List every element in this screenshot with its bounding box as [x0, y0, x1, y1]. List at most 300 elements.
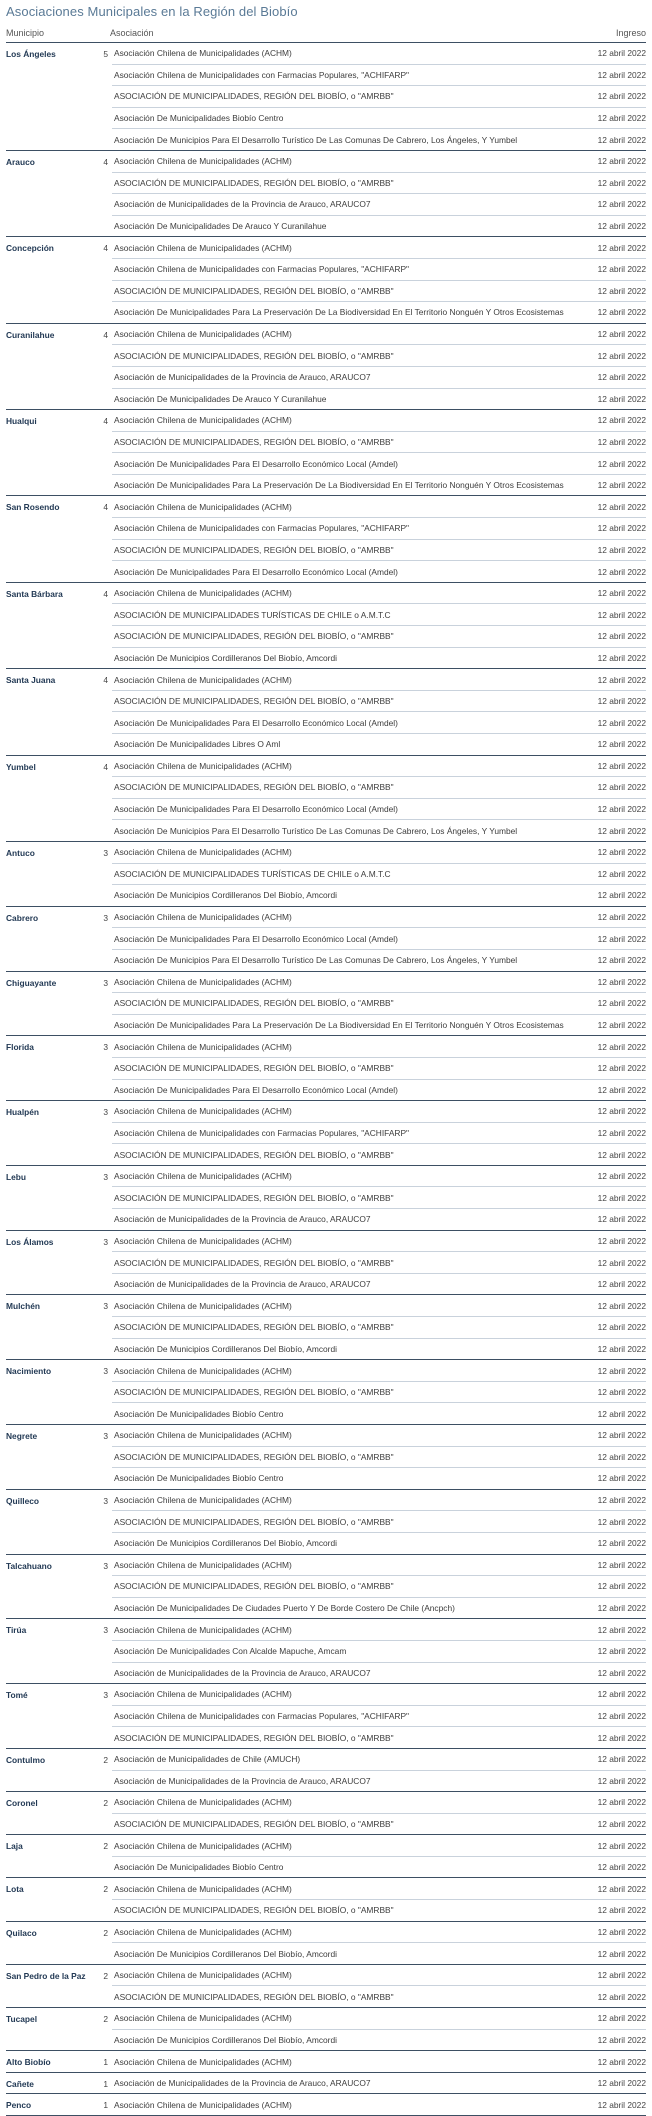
association-rows — [112, 842, 646, 906]
association-name: Asociación de Municipalidades de la Provincia de Arauco, ARAUCO7 — [114, 199, 371, 210]
ingreso-date: 12 abril 2022 — [597, 458, 646, 469]
municipio-group — [6, 496, 646, 582]
association-name: Asociación De Municipalidades Biobío Centro — [114, 113, 284, 124]
association-rows — [112, 1684, 646, 1748]
municipio-group — [6, 842, 646, 907]
table-row — [112, 820, 646, 841]
table-row — [112, 216, 646, 237]
table-row — [112, 864, 646, 886]
table-row — [112, 432, 646, 454]
table-header — [6, 24, 646, 43]
municipio-group — [6, 1425, 646, 1490]
ingreso-date: 12 abril 2022 — [597, 1732, 646, 1743]
association-name: Asociación De Municipios Cordilleranos Del Biobío, Amcordi — [114, 1538, 337, 1549]
table-row — [112, 1965, 646, 1987]
association-name: Asociación Chilena de Municipalidades (ACHM) — [114, 48, 292, 59]
table-row — [112, 1403, 646, 1424]
ingreso-date: 12 abril 2022 — [597, 48, 646, 59]
table-row — [112, 1727, 646, 1748]
ingreso-date: 12 abril 2022 — [597, 674, 646, 685]
association-rows — [112, 410, 646, 495]
association-name: ASOCIACIÓN DE MUNICIPALIDADES, REGIÓN DEL BIOBÍO, o "AMRBB" — [114, 1991, 394, 2002]
association-rows — [112, 1101, 646, 1165]
association-rows — [112, 1036, 646, 1100]
association-name: ASOCIACIÓN DE MUNICIPALIDADES, REGIÓN DEL BIOBÍO, o "AMRBB" — [114, 91, 394, 102]
association-name: ASOCIACIÓN DE MUNICIPALIDADES, REGIÓN DEL BIOBÍO, o "AMRBB" — [114, 1451, 394, 1462]
association-count: 3 — [103, 1301, 108, 1312]
table-row — [112, 885, 646, 906]
association-name: Asociación De Municipalidades Con Alcalde Mapuche, Amcam — [114, 1646, 347, 1657]
ingreso-date: 12 abril 2022 — [597, 2099, 646, 2110]
table-row — [112, 561, 646, 582]
municipio-group — [6, 583, 646, 669]
association-rows — [112, 1878, 646, 1920]
association-rows — [112, 2051, 646, 2072]
ingreso-date: 12 abril 2022 — [597, 1084, 646, 1095]
table-row — [112, 669, 646, 691]
table-row — [112, 1036, 646, 1058]
association-name: Asociación Chilena de Municipalidades (ACHM) — [114, 156, 292, 167]
table-row — [112, 1943, 646, 1964]
table-row — [112, 799, 646, 821]
association-name: Asociación de Municipalidades de la Provincia de Arauco, ARAUCO7 — [114, 1775, 371, 1786]
municipio-name: Santa Bárbara — [6, 588, 63, 599]
ingreso-date: 12 abril 2022 — [597, 1991, 646, 2002]
ingreso-date: 12 abril 2022 — [597, 436, 646, 447]
association-name: Asociación de Municipalidades de Chile (AMUCH) — [114, 1754, 301, 1765]
association-name: ASOCIACIÓN DE MUNICIPALIDADES, REGIÓN DEL BIOBÍO, o "AMRBB" — [114, 1581, 394, 1592]
table-row — [112, 842, 646, 864]
ingreso-date: 12 abril 2022 — [597, 1883, 646, 1894]
ingreso-date: 12 abril 2022 — [597, 1711, 646, 1722]
municipio-name: San Pedro de la Paz — [6, 1970, 86, 1981]
ingreso-date: 12 abril 2022 — [597, 1689, 646, 1700]
association-name: Asociación De Municipalidades Libres O Aml — [114, 739, 281, 750]
ingreso-date: 12 abril 2022 — [597, 393, 646, 404]
table-row — [112, 475, 646, 496]
association-name: Asociación De Municipalidades Para El Desarrollo Económico Local (Amdel) — [114, 717, 398, 728]
ingreso-date: 12 abril 2022 — [597, 566, 646, 577]
association-name: Asociación De Municipios Para El Desarrollo Turístico De Las Comunas De Cabrero, Los Ángeles, Y Yumbel — [114, 825, 518, 836]
association-name: ASOCIACIÓN DE MUNICIPALIDADES, REGIÓN DEL BIOBÍO, o "AMRBB" — [114, 1192, 394, 1203]
association-name: ASOCIACIÓN DE MUNICIPALIDADES, REGIÓN DEL BIOBÍO, o "AMRBB" — [114, 177, 394, 188]
municipio-group — [6, 1231, 646, 1296]
ingreso-date: 12 abril 2022 — [597, 955, 646, 966]
association-name: Asociación De Municipalidades Biobío Centro — [114, 1862, 284, 1873]
ingreso-date: 12 abril 2022 — [597, 1926, 646, 1937]
association-name: Asociación Chilena de Municipalidades con Farmacias Populares, "ACHIFARP" — [114, 1127, 410, 1138]
association-name: Asociación Chilena de Municipalidades (ACHM) — [114, 501, 292, 512]
ingreso-date: 12 abril 2022 — [597, 1797, 646, 1808]
municipio-name: Yumbel — [6, 761, 36, 772]
association-name: Asociación Chilena de Municipalidades (ACHM) — [114, 415, 292, 426]
association-rows — [112, 2008, 646, 2050]
table-row — [112, 453, 646, 475]
association-rows — [112, 1749, 646, 1791]
table-row — [112, 302, 646, 323]
table-row — [112, 496, 646, 518]
association-name: ASOCIACIÓN DE MUNICIPALIDADES, REGIÓN DEL BIOBÍO, o "AMRBB" — [114, 436, 394, 447]
table-row — [112, 1598, 646, 1619]
municipio-name: Tirúa — [6, 1625, 27, 1636]
association-count: 3 — [103, 1042, 108, 1053]
ingreso-date: 12 abril 2022 — [597, 976, 646, 987]
municipio-name: Talcahuano — [6, 1560, 52, 1571]
table-row — [112, 1857, 646, 1878]
ingreso-date: 12 abril 2022 — [597, 1214, 646, 1225]
association-name: Asociación Chilena de Municipalidades (ACHM) — [114, 760, 292, 771]
ingreso-date: 12 abril 2022 — [597, 134, 646, 145]
association-count: 3 — [103, 1625, 108, 1636]
ingreso-date: 12 abril 2022 — [597, 1020, 646, 1031]
table-row — [112, 2073, 646, 2094]
municipio-name: Negrete — [6, 1431, 38, 1441]
municipio-name: Florida — [6, 1042, 34, 1053]
ingreso-date: 12 abril 2022 — [597, 1581, 646, 1592]
ingreso-date: 12 abril 2022 — [597, 1451, 646, 1462]
table-row — [112, 2008, 646, 2030]
ingreso-date: 12 abril 2022 — [597, 264, 646, 275]
table-row — [112, 626, 646, 648]
association-name: ASOCIACIÓN DE MUNICIPALIDADES, REGIÓN DEL BIOBÍO, o "AMRBB" — [114, 696, 394, 707]
association-name: ASOCIACIÓN DE MUNICIPALIDADES, REGIÓN DEL BIOBÍO, o "AMRBB" — [114, 1516, 394, 1527]
ingreso-date: 12 abril 2022 — [597, 782, 646, 793]
table-row — [112, 2030, 646, 2051]
municipio-name: San Rosendo — [6, 502, 60, 513]
table-row — [112, 1231, 646, 1253]
association-name: Asociación Chilena de Municipalidades (ACHM) — [114, 242, 292, 253]
municipio-name: Quilleco — [6, 1495, 40, 1506]
table-row — [112, 1749, 646, 1771]
ingreso-date: 12 abril 2022 — [597, 1300, 646, 1311]
association-name: Asociación De Municipios Cordilleranos Del Biobío, Amcordi — [114, 1948, 337, 1959]
ingreso-date: 12 abril 2022 — [597, 285, 646, 296]
ingreso-date: 12 abril 2022 — [597, 1408, 646, 1419]
ingreso-date: 12 abril 2022 — [597, 1948, 646, 1959]
municipio-group — [6, 1684, 646, 1749]
ingreso-date: 12 abril 2022 — [597, 631, 646, 642]
association-rows — [112, 1490, 646, 1554]
ingreso-date: 12 abril 2022 — [597, 523, 646, 534]
association-name: Asociación De Municipalidades Para El Desarrollo Económico Local (Amdel) — [114, 458, 398, 469]
ingreso-date: 12 abril 2022 — [597, 804, 646, 815]
municipio-group — [6, 2051, 646, 2073]
association-count: 3 — [103, 1495, 108, 1506]
ingreso-date: 12 abril 2022 — [597, 480, 646, 491]
table-row — [112, 993, 646, 1015]
municipio-name: Hualpén — [6, 1107, 40, 1118]
ingreso-date: 12 abril 2022 — [597, 1775, 646, 1786]
association-name: Asociación Chilena de Municipalidades (ACHM) — [114, 1365, 292, 1376]
association-rows — [112, 1166, 646, 1230]
association-count: 1 — [103, 2057, 108, 2068]
municipio-group — [6, 1036, 646, 1101]
ingreso-date: 12 abril 2022 — [597, 1430, 646, 1441]
municipio-name: Lota — [6, 1884, 24, 1895]
ingreso-date: 12 abril 2022 — [597, 912, 646, 923]
municipio-name: Santa Juana — [6, 675, 56, 686]
association-rows — [112, 2094, 646, 2115]
ingreso-date: 12 abril 2022 — [597, 69, 646, 80]
municipio-name: Penco — [6, 2100, 32, 2111]
ingreso-date: 12 abril 2022 — [597, 696, 646, 707]
table-row — [112, 237, 646, 259]
ingreso-date: 12 abril 2022 — [597, 652, 646, 663]
table-row — [112, 1274, 646, 1295]
association-name: Asociación Chilena de Municipalidades (ACHM) — [114, 1970, 292, 1981]
association-name: ASOCIACIÓN DE MUNICIPALIDADES, REGIÓN DEL BIOBÍO, o "AMRBB" — [114, 1063, 394, 1074]
association-rows — [112, 1965, 646, 2007]
ingreso-date: 12 abril 2022 — [597, 1754, 646, 1765]
association-rows — [112, 237, 646, 322]
table-row — [112, 1986, 646, 2007]
table-row — [112, 173, 646, 195]
table-row — [112, 1425, 646, 1447]
association-name: Asociación De Municipalidades Para El Desarrollo Económico Local (Amdel) — [114, 566, 398, 577]
association-count: 5 — [103, 49, 108, 59]
ingreso-date: 12 abril 2022 — [597, 113, 646, 124]
table-row — [112, 345, 646, 367]
ingreso-date: 12 abril 2022 — [597, 588, 646, 599]
ingreso-date: 12 abril 2022 — [597, 1495, 646, 1506]
table-row — [112, 950, 646, 971]
association-name: ASOCIACIÓN DE MUNICIPALIDADES, REGIÓN DEL BIOBÍO, o "AMRBB" — [114, 285, 394, 296]
municipio-group — [6, 1922, 646, 1965]
association-name: Asociación De Municipios Cordilleranos Del Biobío, Amcordi — [114, 2034, 337, 2045]
ingreso-date: 12 abril 2022 — [597, 1127, 646, 1138]
table-row — [112, 648, 646, 669]
table-row — [112, 1360, 646, 1382]
association-count: 4 — [103, 675, 108, 686]
table-row — [112, 324, 646, 346]
table-row — [112, 691, 646, 713]
table-row — [112, 2051, 646, 2072]
municipio-name: Cañete — [6, 2078, 34, 2089]
table-row — [112, 1015, 646, 1036]
municipio-group — [6, 1835, 646, 1878]
ingreso-date: 12 abril 2022 — [597, 825, 646, 836]
table-row — [112, 1922, 646, 1944]
table-row — [112, 907, 646, 929]
table-row — [112, 1166, 646, 1188]
municipio-name: Curanilahue — [6, 329, 55, 340]
ingreso-date: 12 abril 2022 — [597, 1516, 646, 1527]
municipio-group — [6, 1101, 646, 1166]
association-name: ASOCIACIÓN DE MUNICIPALIDADES, REGIÓN DEL BIOBÍO, o "AMRBB" — [114, 350, 394, 361]
table-row — [112, 43, 646, 65]
table-row — [112, 1641, 646, 1663]
municipio-group — [6, 1295, 646, 1360]
ingreso-date: 12 abril 2022 — [597, 1840, 646, 1851]
association-rows — [112, 907, 646, 971]
association-count: 3 — [103, 1431, 108, 1441]
table-row — [112, 1490, 646, 1512]
table-body — [6, 43, 646, 2116]
table-row — [112, 1187, 646, 1209]
table-row — [112, 583, 646, 605]
municipio-name: Mulchén — [6, 1301, 40, 1312]
municipio-group — [6, 1360, 646, 1425]
association-name: Asociación Chilena de Municipalidades (ACHM) — [114, 976, 292, 987]
ingreso-date: 12 abril 2022 — [597, 1473, 646, 1484]
municipio-group — [6, 756, 646, 842]
municipio-name: Lebu — [6, 1171, 27, 1182]
municipio-group — [6, 669, 646, 755]
municipio-group — [6, 972, 646, 1037]
table-row — [112, 389, 646, 410]
ingreso-date: 12 abril 2022 — [597, 1149, 646, 1160]
municipio-name: Coronel — [6, 1798, 38, 1809]
association-rows — [112, 496, 646, 581]
ingreso-date: 12 abril 2022 — [597, 1106, 646, 1117]
ingreso-date: 12 abril 2022 — [597, 760, 646, 771]
table-row — [112, 1576, 646, 1598]
table-row — [112, 410, 646, 432]
association-rows — [112, 151, 646, 236]
association-count: 3 — [103, 1107, 108, 1118]
association-name: ASOCIACIÓN DE MUNICIPALIDADES, REGIÓN DEL BIOBÍO, o "AMRBB" — [114, 782, 394, 793]
page-title: Asociaciones Municipales en la Región del Biobío — [6, 4, 298, 19]
ingreso-date: 12 abril 2022 — [597, 307, 646, 318]
municipio-group — [6, 1749, 646, 1792]
ingreso-date: 12 abril 2022 — [597, 91, 646, 102]
association-name: Asociación Chilena de Municipalidades (ACHM) — [114, 1883, 292, 1894]
association-name: Asociación Chilena de Municipalidades (ACHM) — [114, 1926, 292, 1937]
table-row — [112, 129, 646, 150]
ingreso-date: 12 abril 2022 — [597, 329, 646, 340]
association-rows — [112, 1360, 646, 1424]
association-name: Asociación Chilena de Municipalidades (ACHM) — [114, 588, 292, 599]
association-count: 3 — [103, 977, 108, 988]
ingreso-date: 12 abril 2022 — [597, 372, 646, 383]
association-name: Asociación de Municipalidades de la Provincia de Arauco, ARAUCO7 — [114, 1667, 371, 1678]
ingreso-date: 12 abril 2022 — [597, 1970, 646, 1981]
association-count: 4 — [103, 761, 108, 772]
association-name: Asociación Chilena de Municipalidades (ACHM) — [114, 1840, 292, 1851]
association-name: Asociación De Municipalidades Biobío Centro — [114, 1473, 284, 1484]
association-count: 2 — [103, 1927, 108, 1938]
ingreso-date: 12 abril 2022 — [597, 1322, 646, 1333]
municipio-name: Arauco — [6, 156, 35, 167]
association-rows — [112, 43, 646, 150]
table-row — [112, 1123, 646, 1145]
ingreso-date: 12 abril 2022 — [597, 1646, 646, 1657]
table-row — [112, 518, 646, 540]
table-row — [112, 65, 646, 87]
association-name: Asociación Chilena de Municipalidades (ACHM) — [114, 1559, 292, 1570]
association-count: 3 — [103, 1560, 108, 1571]
municipio-name: Quilaco — [6, 1927, 37, 1938]
table-row — [112, 281, 646, 303]
association-name: Asociación Chilena de Municipalidades con Farmacias Populares, "ACHIFARP" — [114, 1711, 410, 1722]
association-name: ASOCIACIÓN DE MUNICIPALIDADES, REGIÓN DEL BIOBÍO, o "AMRBB" — [114, 1732, 394, 1743]
association-count: 4 — [103, 156, 108, 167]
ingreso-date: 12 abril 2022 — [597, 1603, 646, 1614]
association-name: Asociación De Municipalidades Para La Preservación De La Biodiversidad En El Territorio Nonguén Y Otros Ecosistemas — [114, 307, 564, 318]
association-name: Asociación Chilena de Municipalidades (ACHM) — [114, 1106, 292, 1117]
table-row — [112, 1252, 646, 1274]
association-name: Asociación De Municipios Para El Desarrollo Turístico De Las Comunas De Cabrero, Los Ángeles, Y Yumbel — [114, 955, 518, 966]
association-name: Asociación Chilena de Municipalidades (ACHM) — [114, 2013, 292, 2024]
municipio-group — [6, 43, 646, 151]
municipio-name: Tucapel — [6, 2014, 38, 2025]
ingreso-date: 12 abril 2022 — [597, 609, 646, 620]
association-rows — [112, 972, 646, 1036]
association-name: Asociación Chilena de Municipalidades (ACHM) — [114, 1041, 292, 1052]
association-rows — [112, 1555, 646, 1619]
ingreso-date: 12 abril 2022 — [597, 1387, 646, 1398]
table-row — [112, 194, 646, 216]
association-name: Asociación De Municipalidades Para El Desarrollo Económico Local (Amdel) — [114, 1084, 398, 1095]
ingreso-date: 12 abril 2022 — [597, 1063, 646, 1074]
municipio-group — [6, 2008, 646, 2051]
association-name: ASOCIACIÓN DE MUNICIPALIDADES, REGIÓN DEL BIOBÍO, o "AMRBB" — [114, 998, 394, 1009]
table-row — [112, 1663, 646, 1684]
association-name: Asociación Chilena de Municipalidades con Farmacias Populares, "ACHIFARP" — [114, 69, 410, 80]
association-name: Asociación Chilena de Municipalidades (ACHM) — [114, 674, 292, 685]
association-rows — [112, 1835, 646, 1877]
association-count: 2 — [103, 1884, 108, 1895]
association-rows — [112, 1619, 646, 1683]
association-count: 3 — [103, 1366, 108, 1377]
association-name: ASOCIACIÓN DE MUNICIPALIDADES TURÍSTICAS DE CHILE o A.M.T.C — [114, 609, 391, 620]
municipio-group — [6, 410, 646, 496]
table-row — [112, 1814, 646, 1835]
municipio-name: Alto Biobío — [6, 2057, 51, 2068]
association-rows — [112, 1922, 646, 1964]
association-name: Asociación Chilena de Municipalidades (ACHM) — [114, 1235, 292, 1246]
municipio-name: Los Ángeles — [6, 49, 56, 59]
table-row — [112, 777, 646, 799]
association-name: ASOCIACIÓN DE MUNICIPALIDADES, REGIÓN DEL BIOBÍO, o "AMRBB" — [114, 1818, 394, 1829]
association-rows — [112, 324, 646, 409]
association-count: 3 — [103, 847, 108, 858]
table-row — [112, 1468, 646, 1489]
ingreso-date: 12 abril 2022 — [597, 1279, 646, 1290]
municipio-name: Antuco — [6, 847, 35, 858]
column-header-count — [90, 24, 110, 42]
association-name: Asociación Chilena de Municipalidades (ACHM) — [114, 1430, 292, 1441]
association-count: 4 — [103, 329, 108, 340]
association-name: Asociación Chilena de Municipalidades (ACHM) — [114, 2056, 292, 2067]
ingreso-date: 12 abril 2022 — [597, 2078, 646, 2089]
table-row — [112, 1619, 646, 1641]
association-name: ASOCIACIÓN DE MUNICIPALIDADES TURÍSTICAS DE CHILE o A.M.T.C — [114, 868, 391, 879]
municipio-name: Chiguayante — [6, 977, 57, 988]
municipio-group — [6, 1965, 646, 2008]
table-row — [112, 1533, 646, 1554]
ingreso-date: 12 abril 2022 — [597, 1538, 646, 1549]
ingreso-date: 12 abril 2022 — [597, 1343, 646, 1354]
ingreso-date: 12 abril 2022 — [597, 2034, 646, 2045]
association-name: Asociación Chilena de Municipalidades (ACHM) — [114, 329, 292, 340]
association-count: 2 — [103, 2014, 108, 2025]
association-name: Asociación Chilena de Municipalidades (ACHM) — [114, 912, 292, 923]
association-count: 4 — [103, 502, 108, 513]
ingreso-date: 12 abril 2022 — [597, 544, 646, 555]
table-row — [112, 1792, 646, 1814]
association-name: Asociación De Municipalidades Para La Preservación De La Biodiversidad En El Territorio Nonguén Y Otros Ecosistemas — [114, 1020, 564, 1031]
municipio-group — [6, 237, 646, 323]
ingreso-date: 12 abril 2022 — [597, 1171, 646, 1182]
ingreso-date: 12 abril 2022 — [597, 1559, 646, 1570]
table-row — [112, 1339, 646, 1360]
association-name: Asociación Chilena de Municipalidades (ACHM) — [114, 1797, 292, 1808]
ingreso-date: 12 abril 2022 — [597, 242, 646, 253]
municipio-name: Tomé — [6, 1690, 28, 1701]
association-name: Asociación De Municipalidades Para La Preservación De La Biodiversidad En El Territorio Nonguén Y Otros Ecosistemas — [114, 480, 564, 491]
ingreso-date: 12 abril 2022 — [597, 1041, 646, 1052]
